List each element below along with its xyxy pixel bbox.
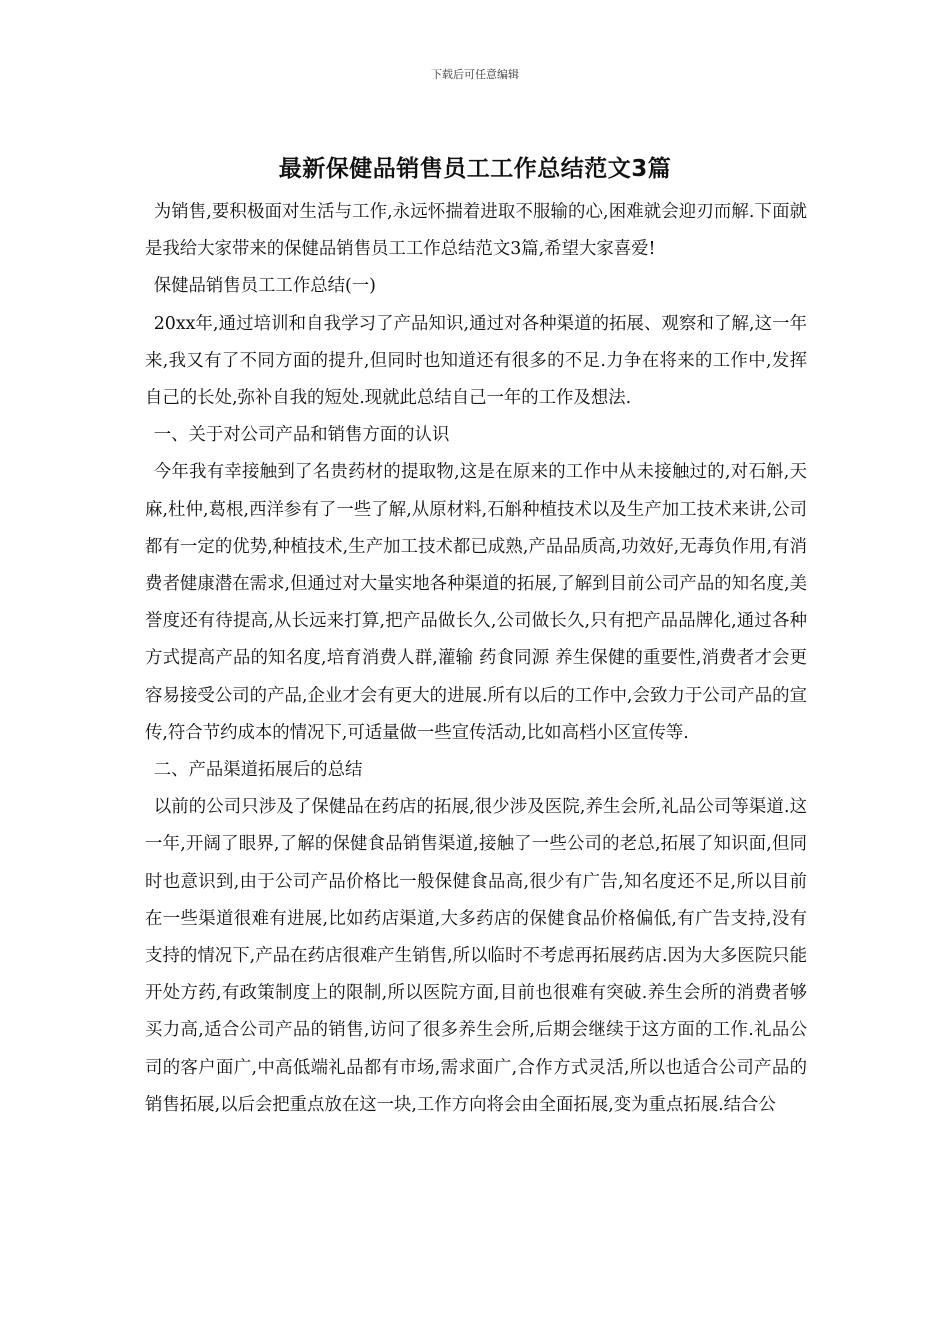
section-heading-part-one: 保健品销售员工工作总结(一) — [153, 276, 376, 297]
section-heading-channel-summary: 二、产品渠道拓展后的总结 — [153, 760, 363, 781]
document-body — [145, 194, 807, 1124]
paragraph-channel-summary: 以前的公司只涉及了保健品在药店的拓展,很少涉及医院,养生会所,礼品公司等渠道.这一年,开阔了眼界,了解的保健食品销售渠道,接触了一些公司的老总,拓展了知识面,但同时也意识到,由于公司产品价格比一般保健食品高,很少有广告,知名度还不足,所以目前在一些渠道很难有进展,比如药店渠道,大多药店的保健食品价格偏低,有广告支持,没有支持的情况下,产品在药店很难产生销售,所以临时不考虑再拓展药店.因为大多医院只能开处方药,有政策制度上的限制,所以医院方面,目前也很难有突破.养生会所的消费者够买力高,适合公司产品的销售,访问了很多养生会所,后期会继续于这方面的工作.礼品公司的客户面广,中高低端礼品都有市场,需求面广,合作方式灵活,所以也适合公司产品的销售拓展,以后会把重点放在这一块,工作方向将会由全面拓展,变为重点拓展.结合公 — [145, 797, 807, 1115]
document-title: 最新保健品销售员工工作总结范文3篇 — [278, 156, 672, 182]
paragraph-product-understanding: 今年我有幸接触到了名贵药材的提取物,这是在原来的工作中从未接触过的,对石斛,天麻,杜仲,葛根,西洋参有了一些了解,从原材料,石斛种植技术以及生产加工技术来讲,公司都有一定的优势,种植技术,生产加工技术都已成熟,产品品质高,功效好,无毒负作用,有消费者健康潜在需求,但通过对大量实地各种渠道的拓展,了解到目前公司产品的知名度,美誉度还有待提高,从长远来打算,把产品做长久,公司做长久,只有把产品品牌化,通过各种方式提高产品的知名度,培育消费人群,灌输 药食同源 养生保健的重要性,消费者才会更容易接受公司的产品,企业才会有更大的进展.所有以后的工作中,会致力于公司产品的宣传,符合节约成本的情况下,可适量做一些宣传活动,比如高档小区宣传等. — [145, 462, 807, 743]
paragraph-overview: 20xx年,通过培训和自我学习了产品知识,通过对各种渠道的拓展、观察和了解,这一年来,我又有了不同方面的提升,但同时也知道还有很多的不足.力争在将来的工作中,发挥自己的长处,弥补自我的短处.现就此总结自己一年的工作及想法. — [145, 313, 807, 409]
paragraph-intro: 为销售,要积极面对生活与工作,永远怀揣着进取不服输的心,困难就会迎刃而解.下面就是我给大家带来的保健品销售员工工作总结范文3篇,希望大家喜爱! — [145, 202, 807, 260]
header-note: 下载后可任意编辑 — [431, 68, 519, 81]
section-heading-product-understanding: 一、关于对公司产品和销售方面的认识 — [153, 425, 450, 446]
